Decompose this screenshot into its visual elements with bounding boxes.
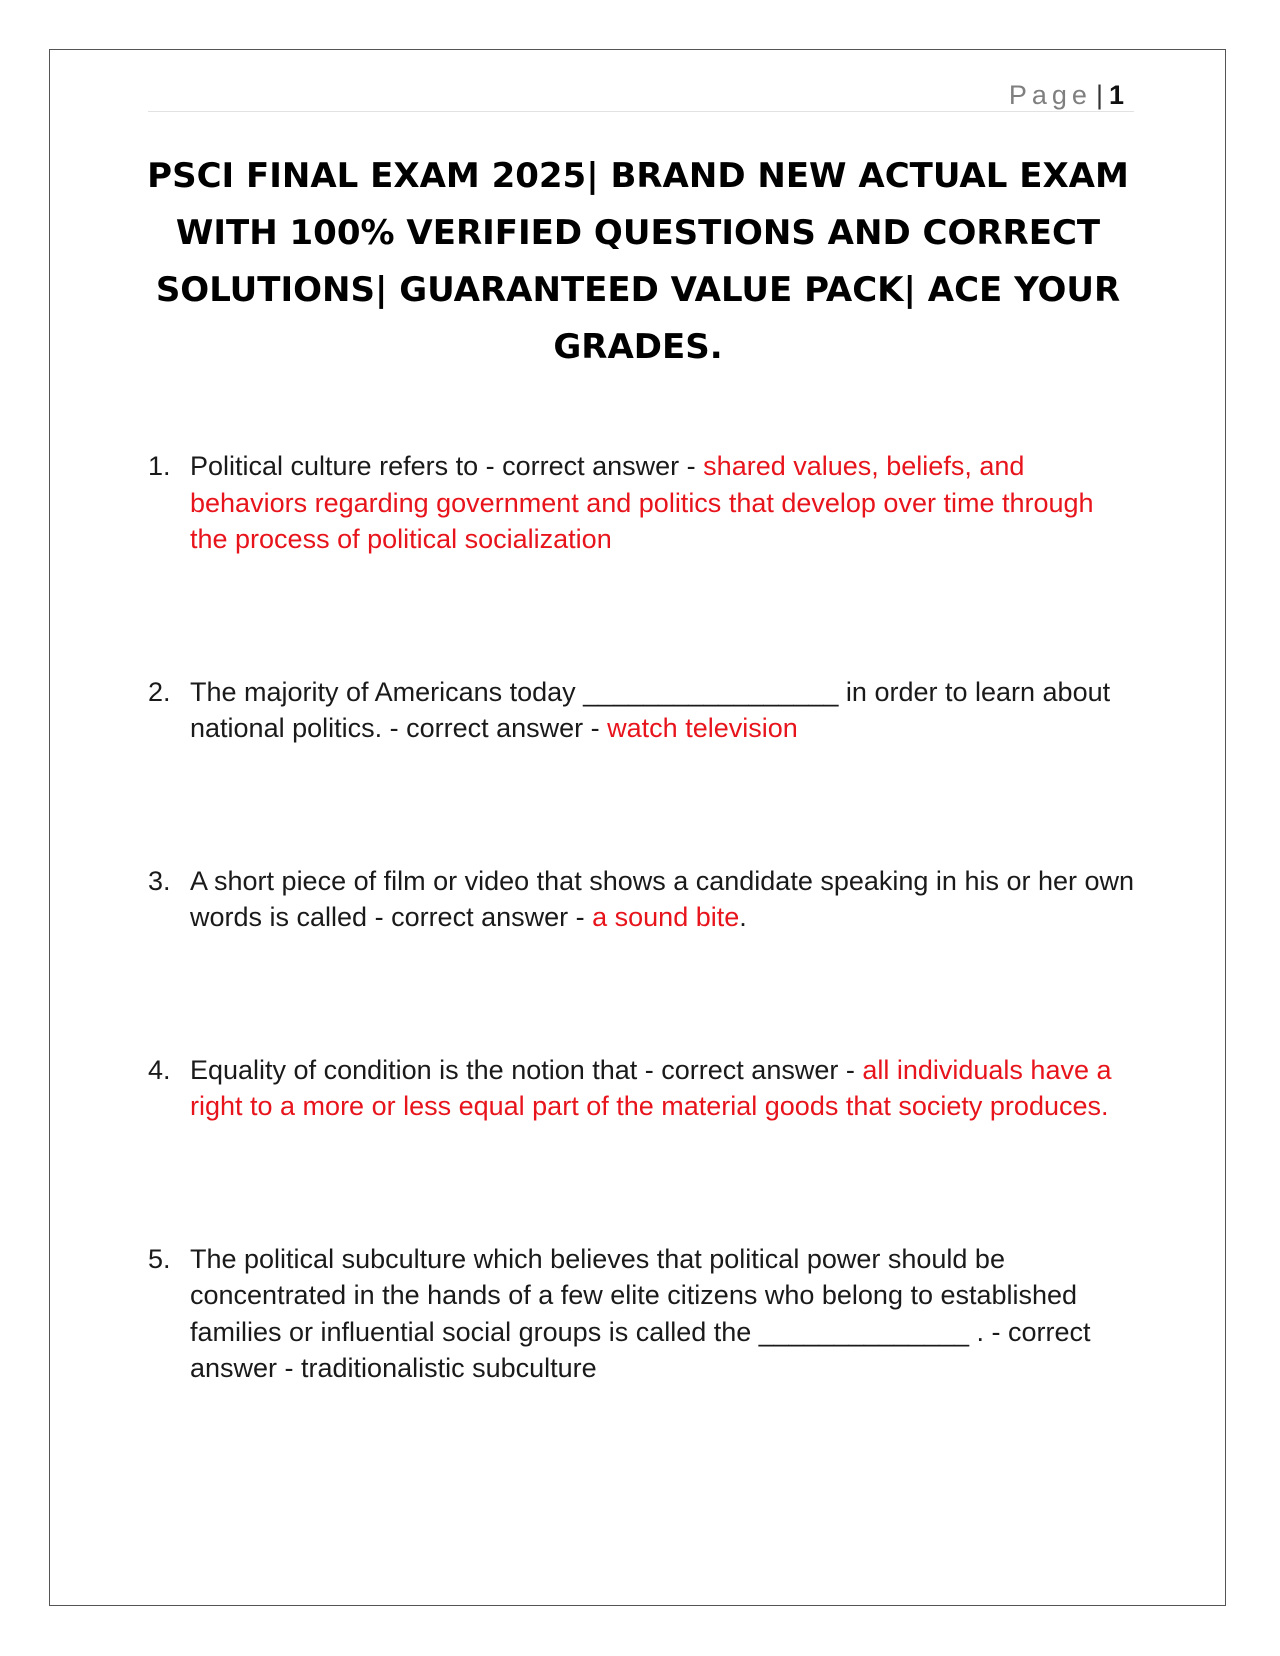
question-number: 2. (148, 676, 171, 707)
answer-text: watch television (607, 713, 798, 743)
question-item (148, 1241, 1138, 1387)
answer-text: all individuals have a right to a more or less equal part of the material goods that society produces. (190, 1054, 1112, 1121)
document-page (49, 49, 1226, 1606)
page-header (148, 74, 1134, 112)
question-list (148, 448, 1138, 1387)
question-item (148, 674, 1138, 747)
page-label: Page (1008, 80, 1092, 110)
page-number: 1 (1108, 80, 1124, 110)
answer-text: shared values, beliefs, and behaviors regarding government and politics that develop over time through the process of political socialization (190, 451, 1094, 554)
question-item (148, 863, 1138, 936)
question-item (148, 1052, 1138, 1125)
answer-text: a sound bite (592, 902, 740, 932)
page-separator: | (1095, 80, 1103, 110)
question-item (148, 448, 1138, 558)
question-text: Political culture refers to - correct answer - (190, 451, 704, 481)
question-text: The majority of Americans today _________________ in order to learn about national politics. - correct answer - (190, 676, 1111, 743)
answer-trailing: . (739, 902, 747, 932)
document-title: PSCI FINAL EXAM 2025| BRAND NEW ACTUAL EXAM WITH 100% VERIFIED QUESTIONS AND CORRECT SOLUTIONS| GUARANTEED VALUE PACK| ACE YOUR GRADES. (147, 156, 1129, 367)
question-number: 4. (148, 1054, 171, 1085)
question-text: A short piece of film or video that shows a candidate speaking in his or her own words is called - correct answer - (190, 865, 1135, 932)
question-number: 1. (148, 451, 171, 481)
question-text: Equality of condition is the notion that - correct answer - (190, 1054, 863, 1085)
question-number: 3. (148, 865, 171, 896)
question-text: The political subculture which believes that political power should be concentrated in the hands of a few elite citizens who belong to established families or influential social groups is called the ______________ . - correct answer - traditionalistic subculture (190, 1243, 1091, 1383)
question-number: 5. (148, 1243, 171, 1274)
